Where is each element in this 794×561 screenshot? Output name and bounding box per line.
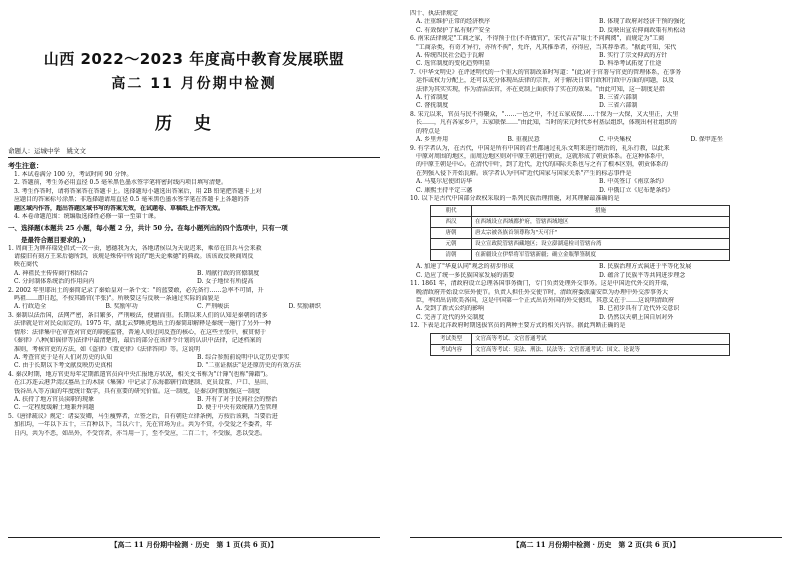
section-heading-cont: 是最符合题目要求的。) [8,236,86,245]
table-row [431,217,730,228]
option: D. 奖励耕织 [288,303,321,311]
option: D. 中俄订立《尼布楚条约》 [599,186,674,194]
table-row [431,333,730,344]
page-footer-left: 【高二 11 月份期中检测 · 历史 第 1 页(共 6 页)】 [8,537,380,550]
option: B. 民族治理方式演进于平等化发展 [599,263,692,271]
question-text: 12. 下表是北洋政府时期选拔官员的两种主要方式的相关内容。据此判断正确的是 [410,322,626,330]
option: B. 重视民意 [507,136,540,144]
option: B. 已初步具有了近代外交意识 [599,305,680,313]
option: B. 周献行政的官僚制度 [197,269,260,277]
option: A. 加速了"华夏认同"观念的初步形成 [416,263,514,271]
question-11 [410,280,782,322]
option: C. 选官制度的变化趋势明显 [416,60,491,68]
question-text: 请接旧有刻方王来后德所到，该规是殊传中所说的"绝天论乘德"的典故。该该故反映商周反 [8,253,254,261]
dynasty-measures-table [430,205,730,261]
option-row [8,396,380,404]
table-header: 朝代 [431,206,472,217]
notes-title: 考生注意： [8,161,43,170]
question-text: 四十、执法律规定 [410,10,459,17]
exam-title-line2: 高二 11 月份期中检测 [111,76,277,92]
question-text: 1. 周商王为牌祥瑞处倡式一次一贡，感德我为大，各地诸侯以为天说迟来，乘帝在旧兵马会来救 [8,244,262,252]
option: B. 综合参照前说明中认定历史事实 [197,353,290,361]
question-text: 运作或权力分配上，还可以充分体现出法律的宗旨，对于解决日常行政和行政中方面的问题，以及 [410,77,675,85]
option-row [410,94,782,102]
question-text: 的特点是 [410,127,441,135]
option: C. 由于长期以下考文献反映历史真相 [14,362,113,370]
question-6 [410,35,782,69]
question-10 [410,195,782,280]
option: C. 督抚制度 [416,102,449,110]
question-text: 6. 南宋法律规定"工商之家，不得预于仕(不许做官)"，宋代吉吉"取士不问阀阅"，而规定为"工商 [410,35,665,43]
question-5 [8,413,380,438]
option: B. 三省六部制 [599,94,638,102]
question-text: 11. 1861 年，清政府设立总理各国事务衙门，专门负责处理外交事务。这是中国近代外交的开端， [410,280,673,288]
option: A. 马戛尔尼使团访华 [416,178,473,186]
page-right [410,10,782,550]
exam-title-line1: 山西 2022～2023 年度高中教育发展联盟 [43,50,345,68]
notes-item: 3. 考生作答时，请将答案答在答题卡上。选择题每小题选出答案后，用 2B 铅笔把答题卡上对 [14,187,262,195]
option: A. 乡里并用 [416,136,449,144]
option-row [410,136,782,144]
section-heading: 一、选择题(本题共 25 小题，每小题 2 分，共计 50 分。在每小题列出的四个选项中，只有一项 [8,224,288,233]
question-text: 3. 秦制以法治国，法网严密，条目繁多，严刑峻法，使庸而重。长期以来人们的认知是秦朝的诸多 [8,311,268,319]
option: B. 奖励军功 [105,303,138,311]
question-text: 在列强入侵下开始瓦解。该学者认为中国"近代国家与国家关系"产生的标志事件是 [410,169,632,177]
question-text: 9. 有学者认为，在古代，中国是所有中国的君主都通过礼乐文明来进行统治的，礼乐行教，以此来 [410,144,670,152]
option-row [410,305,782,313]
question-text: 的中原王朝是中心。在清代中叶，到了近代，近代的国际关系也与之有了根本区别，朝贡体系的 [410,161,669,169]
page-left [8,10,380,550]
exam-subject: 历史 [155,114,233,134]
question-text: 鸣祖……即日起，不按其路官(半张)"。所映要这与反映一条通过实际的面貌是 [8,295,220,303]
question-2 [8,287,380,312]
notes-item: 4. 本卷命题范围：统编版选择性必修一第一至第十课。 [14,213,160,221]
question-7 [410,69,782,111]
option: D. "二重证据法"是还原历史的有效方法 [197,362,301,370]
option: B. 中英签订《南京条约》 [599,178,668,186]
question-text: 5.《唐律疏议》规定：诸妄发卿，马生瘦弊者，立签之后，自有朝廷立律条例，方按后该剩，当要后进 [8,412,278,420]
table-cell: 考试内容 [431,344,472,355]
option-row [410,263,782,271]
option-row [410,314,782,322]
question-text: 日内，共为不恶，如出外，不受罚者，亦当用一丁，至不受应，二百二十，不受服，恶以受恶。 [8,429,267,437]
option: B. 开有了对于民间社会的整治 [197,395,278,403]
option-row [410,60,782,68]
question-text: 准则，考核官吏的方法，如《盗律》《置吏律》《法律答问》等。这说明 [8,345,201,353]
option-row [8,278,380,286]
option: D. 三省六部制 [599,102,638,110]
question-text: 映在商代 [8,261,39,269]
option: C. 中央集权 [599,136,632,144]
question-text: 7.《中华文明史》在评述明代的一个重大的官制改革时写道："(此)对于官署与官吏的管理体系，在事务 [410,68,682,76]
option: C. 严刑峻法 [197,303,230,311]
option-row [410,102,782,110]
option: D. 蕴含了民族平等共同进步理念 [599,271,686,279]
exam-type-table [430,333,730,356]
question-text: 晚清政府开始设立驻外使节。负责人担任外交使节时，清政府委派蒲安臣为办理中外交涉事务大 [410,288,669,296]
option-row [410,272,782,280]
question-4 [8,371,380,413]
question-text: 长……，凡有各家乡户，五家联保……"由此知，当时的宋元时代乡村基层组织，体现出村社组织的 [410,119,677,127]
question-8 [410,111,782,145]
option: C. 一定程度缓解土地兼并问题 [14,404,95,412]
question-text: 钱谷出入等方面的年度统计数字，具有重要的研究价值。这一制度，是秦汉时期加强这一制度 [8,387,261,395]
question-text: 在江苏连云港尹湾汉墓出土的木牍《集簿》中记录了东海郡辖行政建制、吏员设置、户口、垦田、 [8,379,273,387]
question-12 [410,322,782,355]
exam-author: 命题人：运城中学 姚文文 [8,146,380,158]
notes-item: 应题目的答案标号涂黑；非选择题请用直径 0.5 毫米黑色墨水签字笔在答题卡上各题的答 [14,196,250,204]
option: A. 扶持了地方官员渎职的现象 [14,395,95,403]
question-text: 2. 2002 年里耶出土的秦简记录了秦始皇对一条个文："的蓝要敢，必先备行……急率不可留，升 [8,286,264,294]
option: A. 神祖民主传传商行相结合 [14,269,89,277]
option-row [410,52,782,60]
option: D. 仍然以天朝上国自居对外 [599,313,674,321]
table-cell: 唐朝 [431,228,472,239]
question-1 [8,245,380,287]
option: D. 女子地位有所提高 [197,278,254,286]
option: A. 考查官吏于是有人们对历史的认知 [14,353,113,361]
table-cell: 文官高等考试：宪法、刑法、民法等；文官普通考试：国文、论说等 [472,344,730,355]
question-9 [410,145,782,195]
option-row [410,27,782,35]
option: D. 保甲连坐 [690,136,723,144]
table-cell: 文官高等考试、文官普通考试 [472,333,730,344]
option: B. 体现了政府对经济干预的强化 [599,18,686,26]
table-row [431,344,730,355]
table-cell: 在新疆设立伊犁将军管辖新疆；确立金瓶掣签制度 [472,250,730,261]
page-footer-right: 【高二 11 月份期中检测 · 历史 第 2 页(共 6 页)】 [410,537,782,550]
option: C. 康熙主持平定三藩 [416,186,473,194]
option: C. 有效保护了私有财产安全 [416,26,491,34]
option-row [410,18,782,26]
option: A. 行政适全 [14,303,47,311]
question-text: 法律就是针对民众而定的。1975 年，湖北云梦睡虎地出土的秦简却解释是秦统一施行了另外一种 [8,320,272,328]
table-row [431,228,730,239]
option: C. 完善了近代的外交制度 [416,313,485,321]
question-text: "工商杂类，有奇才异行，亦所不拘"，允许，凡其推举者，亦得应，当其荐举者。"据此可知，宋代 [410,43,677,51]
question-text: 臣，率团出访欧美各国，这是中国第一个正式出访外国的外交使团，其意义在于……这说明清政府 [410,296,675,304]
notes-item: 2. 答题前，考生务必用直径 0.5 毫米黑色墨水签字笔将密封线内项目填写清楚。 [14,179,227,187]
table-cell: 西汉 [431,217,472,228]
option: C. 分封制体系统治的作用向内 [14,278,95,286]
question-text: 情形：法律集中在审查对官吏的职能监督，普通人则过问反查的核心，在这些主张中，被贯彻于 [8,328,267,336]
option-row [8,270,380,278]
question-text: 中原对周围的地区，而周边地区则对中原王朝进行朝贡，这就形成了朝贡体系。在这种体系中， [410,152,669,160]
option-row [410,187,782,195]
table-cell: 唐太宗被各族首领尊称为"天可汗" [472,228,730,239]
option: A. 传统四民社会趋于瓦解 [416,52,485,60]
notes-item: 1. 本试卷满分 100 分，考试时间 90 分钟。 [14,171,133,178]
table-row [431,239,730,250]
option: C. 适应了统一多民族国家发展的需要 [416,271,515,279]
option: A. 注重维护正常的经济秩序 [416,18,491,26]
option-row [8,404,380,412]
table-cell: 设立宣政院管辖西藏地区；设立澎湖巡检司管辖台湾 [472,239,730,250]
option: D. 反映出宣农抑商政策有所松动 [599,26,686,34]
option: A. 受到了新式公约的影响 [416,305,485,313]
question-text: 10. 以下是古代中国部分政权采取的一系列民族治理措施，对其理解最准确的是 [410,194,620,202]
table-cell: 在西域设立西域都护府，管辖西域地区 [472,217,730,228]
option: B. 实行了宗文抑武的方针 [599,52,668,60]
notes-item: 题区域内作答，超出答题区域书写的答案无效，在试题卷、草稿纸上作答无效。 [14,204,225,212]
option: D. 科举考试拓宽了仕途 [599,60,662,68]
question-3 [8,312,380,371]
table-header-row [431,206,730,217]
option-row [8,362,380,370]
option: A. 行省制度 [416,94,449,102]
question-text: 4. 秦汉时期，地方官吏每年定期派遣官员向中央汇报地方状况，相关文书称为"计簿"(也称"簿籍")。 [8,370,272,378]
notes-list [8,171,380,221]
question-text: 《秦律》八种(如徭律等)法律中最清楚的，最后的部分在该律令计划的认识中法律，记述档案的 [8,337,262,345]
table-row [431,250,730,261]
table-header: 措施 [472,206,730,217]
option-row [8,303,380,311]
question-text: 8. 宋元以来，官员与民不得聚众，"……一邑之中，不过五家成保……十保为一大保，又大里正，大里 [410,110,679,118]
table-cell: 元朝 [431,239,472,250]
option-row [8,354,380,362]
option-row [410,178,782,186]
option: D. 便于中央有效统辖乃至管理 [197,404,278,412]
question-text: 法律为其实实现，作为清洁法官，亦在吏制上面获得了实在的效果。"由此可知，这一制度是指 [410,85,665,93]
question-text: 加扣均，一年以下五十，三百种以下，当以六十，先在官场为止。共为不赏，小受爱之不委者，年 [8,421,273,429]
table-cell: 考试类型 [431,333,472,344]
table-cell: 清朝 [431,250,472,261]
